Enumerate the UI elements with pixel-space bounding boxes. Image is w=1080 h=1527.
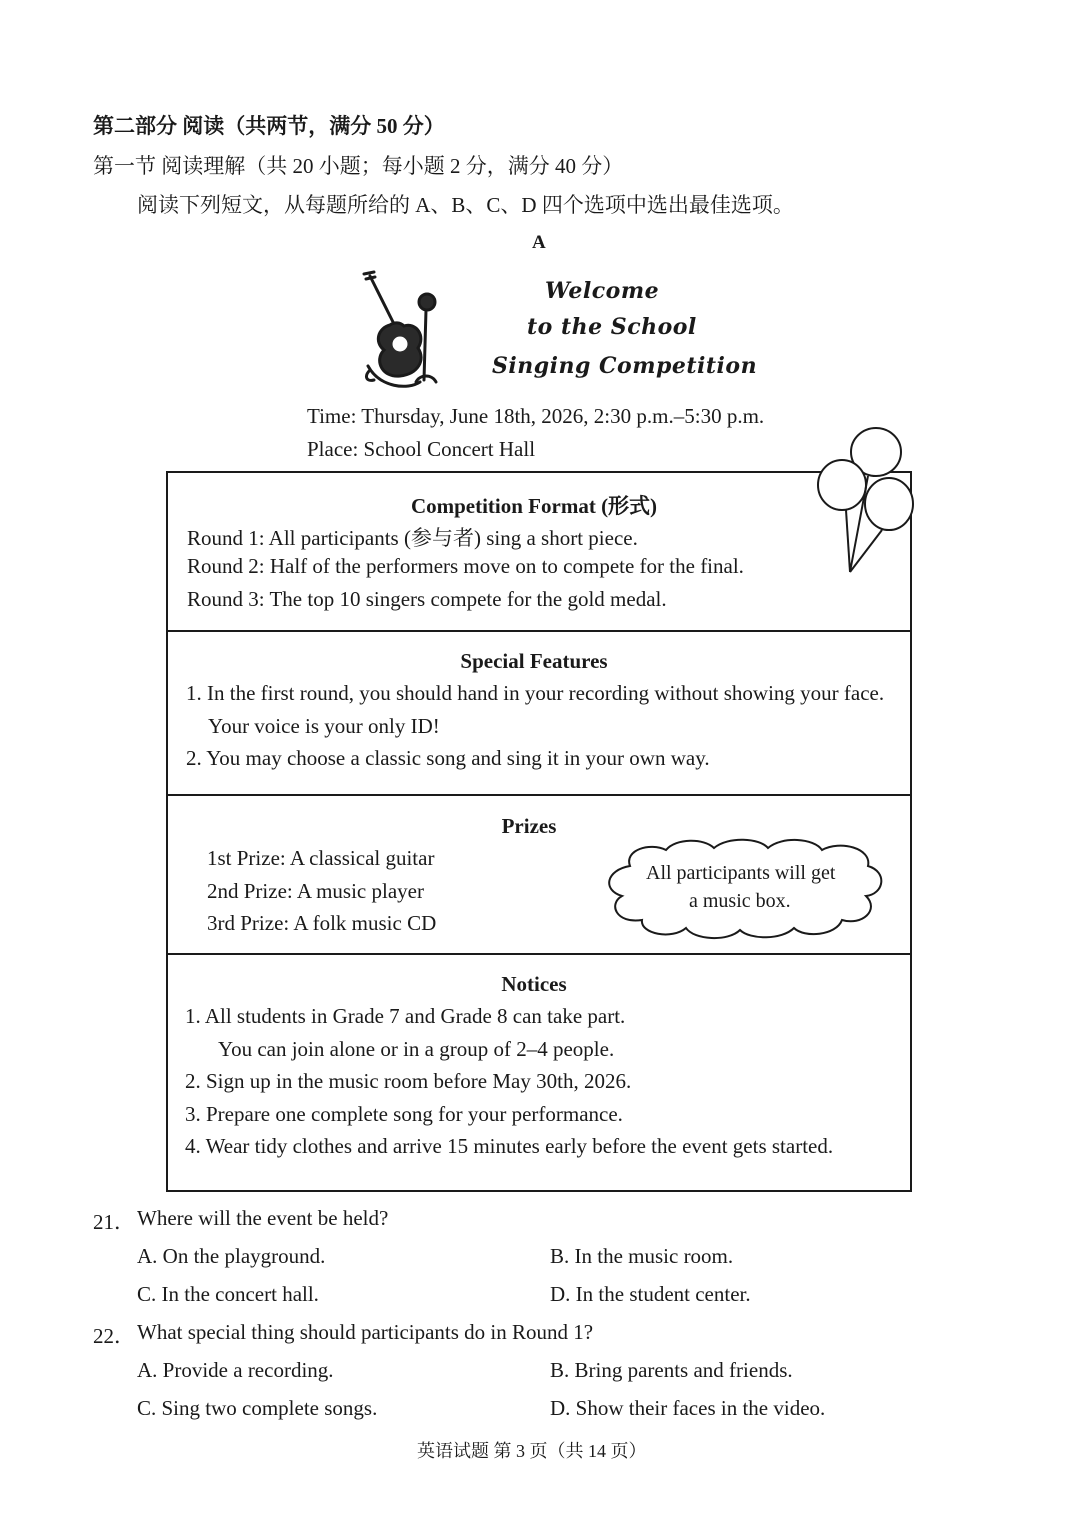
poster-title-line-1: Welcome [545,278,660,304]
event-time: Time: Thursday, June 18th, 2026, 2:30 p.m.–5:30 p.m. [307,404,765,428]
notice-4: 4. Wear tidy clothes and arrive 15 minutes early before the event gets started. [185,1134,834,1158]
notice-2: 2. Sign up in the music room before May 30th, 2026. [185,1069,632,1093]
format-heading: Competition Format (形式) [410,494,658,518]
question-22-option-b: B. Bring parents and friends. [550,1358,793,1382]
prize-2: 2nd Prize: A music player [207,879,424,903]
prize-3: 3rd Prize: A folk music CD [207,911,437,935]
question-22-option-c: C. Sing two complete songs. [137,1396,378,1420]
notices-heading: Notices [501,972,567,996]
notice-1-continued: You can join alone or in a group of 2–4 people. [218,1037,615,1061]
feature-1-continued: Your voice is your only ID! [208,714,440,738]
question-21-option-b: B. In the music room. [550,1244,734,1268]
cloud-bubble-icon [600,836,890,942]
question-21-text: Where will the event be held? [137,1206,389,1230]
guitar-microphone-icon [360,270,450,392]
section-heading: 第一节 阅读理解（共 20 小题；每小题 2 分，满分 40 分） [93,154,624,178]
competition-format-section [166,471,912,632]
question-22-number: 22． [93,1324,135,1348]
passage-letter: A [532,232,546,253]
bubble-text-line-2: a music box. [689,890,791,912]
question-22-text: What special thing should participants do in Round 1? [137,1320,594,1344]
question-22-option-d: D. Show their faces in the video. [550,1396,826,1420]
prizes-heading: Prizes [501,814,557,838]
format-round-2: Round 2: Half of the performers move on to compete for the final. [187,554,744,578]
format-round-1: Round 1: All participants (参与者) sing a short piece. [187,526,638,550]
feature-2: 2. You may choose a classic song and sing it in your own way. [186,746,710,770]
notices-section [166,953,912,1192]
feature-1: 1. In the first round, you should hand in your recording without showing your face. [186,681,885,705]
event-place: Place: School Concert Hall [307,437,536,461]
balloons-icon [812,424,918,576]
page-footer: 英语试题 第 3 页（共 14 页） [417,1441,647,1461]
question-22-option-a: A. Provide a recording. [137,1358,334,1382]
poster-title-line-3: Singing Competition [492,353,758,379]
question-21-option-a: A. On the playground. [137,1244,326,1268]
notice-1: 1. All students in Grade 7 and Grade 8 can take part. [185,1004,626,1028]
question-21-option-c: C. In the concert hall. [137,1282,319,1306]
format-round-3: Round 3: The top 10 singers compete for the gold medal. [187,587,667,611]
special-features-section [166,630,912,796]
features-heading: Special Features [460,649,608,673]
prize-1: 1st Prize: A classical guitar [207,846,435,870]
question-21-number: 21． [93,1210,135,1234]
poster-title-line-2: to the School [527,314,697,340]
bubble-text-line-1: All participants will get [646,862,836,884]
instruction-text: 阅读下列短文，从每题所给的 A、B、C、D 四个选项中选出最佳选项。 [137,193,794,217]
question-21-option-d: D. In the student center. [550,1282,751,1306]
part-heading: 第二部分 阅读（共两节，满分 50 分） [93,114,445,138]
notice-3: 3. Prepare one complete song for your performance. [185,1102,623,1126]
